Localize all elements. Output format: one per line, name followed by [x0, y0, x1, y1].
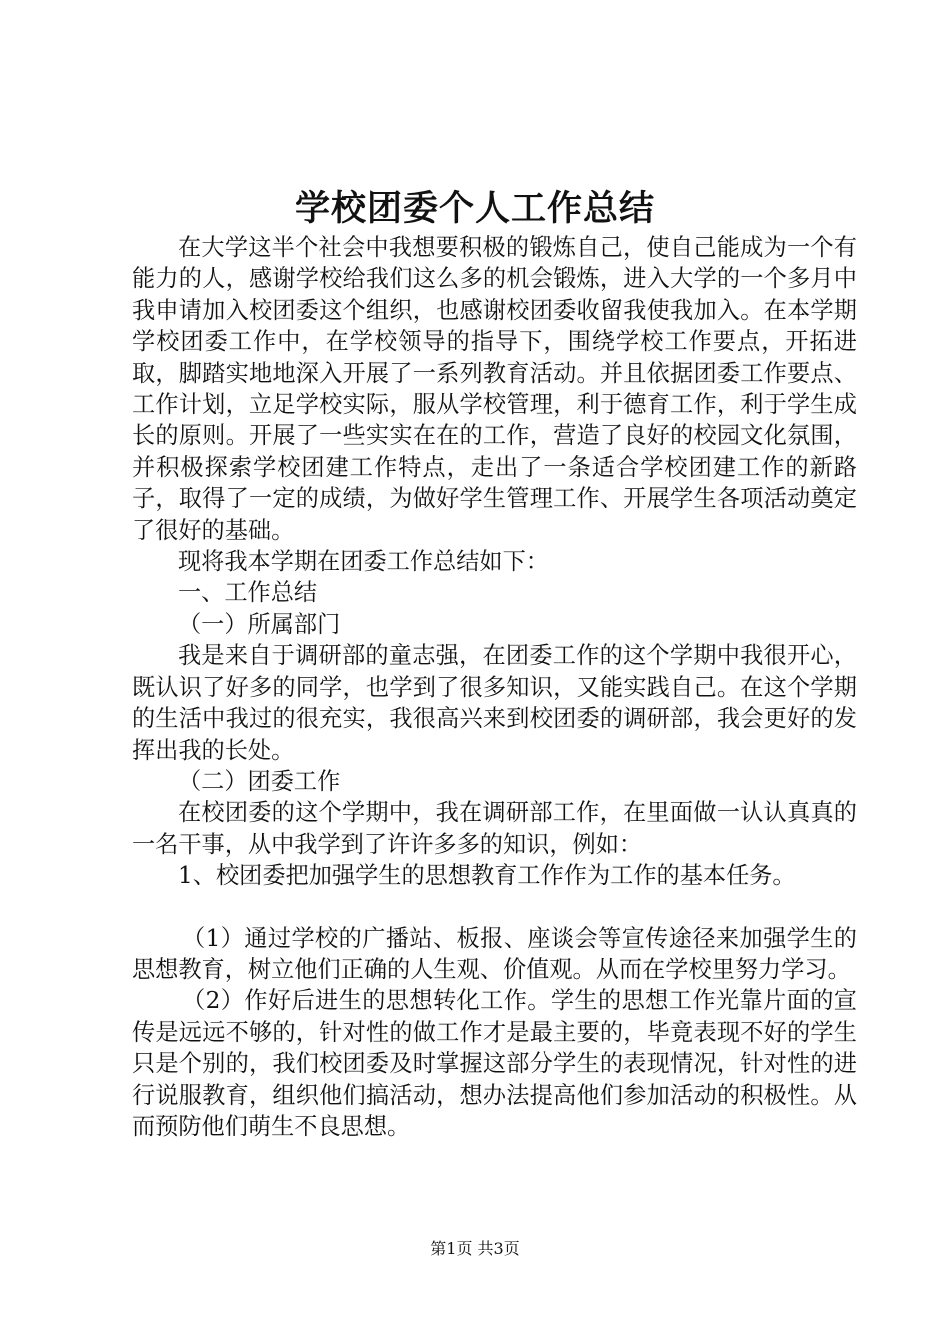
page-title: 学校团委个人工作总结	[294, 188, 655, 229]
paragraph-summary-lead: 现将我本学期在团委工作总结如下：	[178, 548, 549, 576]
item-1-sub-2: （2）作好后进生的思想转化工作。学生的思想工作光靠片面的宣传是远远不够的，针对性的做工作才是最主要的，毕竟表现不好的学生只是个别的，我们校团委及时掌握这部分学生的表现情况，针对性的进行说服教育，组织他们搞活动，想办法提高他们参加活动的积极性。从而预防他们萌生不良思想。	[132, 987, 857, 1140]
document-body	[132, 232, 857, 1142]
page-number: 第1页 共3页	[430, 1239, 520, 1258]
item-1: 1、校团委把加强学生的思想教育工作作为工作的基本任务。	[178, 862, 796, 890]
paragraph-department: 我是来自于调研部的童志强，在团委工作的这个学期中我很开心，既认识了好多的同学，也学到了很多知识，又能实践自己。在这个学期的生活中我过的很充实，我很高兴来到校团委的调研部，我会更好的发挥出我的长处。	[132, 642, 857, 764]
heading-work-summary: 一、工作总结	[178, 579, 318, 607]
paragraph-league-work: 在校团委的这个学期中，我在调研部工作，在里面做一认认真真的一名干事，从中我学到了许许多多的知识，例如：	[132, 799, 857, 858]
heading-department: （一）所属部门	[178, 610, 341, 638]
heading-league-work: （二）团委工作	[178, 767, 341, 795]
item-1-sub-1: （1）通过学校的广播站、板报、座谈会等宣传途径来加强学生的思想教育，树立他们正确的人生观、价值观。从而在学校里努力学习。	[132, 924, 857, 983]
paragraph-intro: 在大学这半个社会中我想要积极的锻炼自己，使自己能成为一个有能力的人，感谢学校给我们这么多的机会锻炼，进入大学的一个多月中我申请加入校团委这个组织，也感谢校团委收留我使我加入。在本学期学校团委工作中，在学校领导的指导下，围绕学校工作要点，开拓进取，脚踏实地地深入开展了一系列教育活动。并且依据团委工作要点、工作计划，立足学校实际，服从学校管理，利于德育工作，利于学生成长的原则。开展了一些实实在在的工作，营造了良好的校园文化氛围，并积极探索学校团建工作特点，走出了一条适合学校团建工作的新路子，取得了一定的成绩，为做好学生管理工作、开展学生各项活动奠定了很好的基础。	[132, 234, 857, 544]
